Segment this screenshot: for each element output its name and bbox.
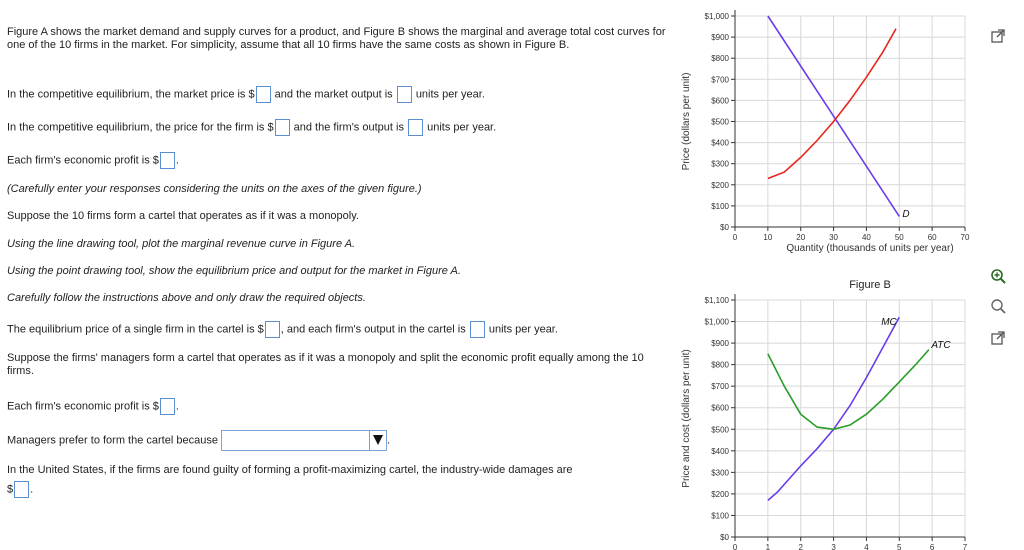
y-tick-label: $100 [711,201,729,211]
x-tick-label: 5 [897,543,902,550]
q7-period: . [30,483,34,496]
q6-text: Managers prefer to form the cartel because [7,434,218,447]
popout-icon[interactable] [990,28,1006,44]
y-tick-label: $200 [711,180,729,190]
point-tool-instruction: Using the point drawing tool, show the equilibrium price and output for the market in Figure A. [7,265,461,277]
question-4 [7,321,667,338]
y-tick-label: $0 [720,223,729,232]
y-tick-label: $1,000 [704,12,729,21]
q4-text-c: units per year. [488,323,558,336]
y-tick-label: $200 [711,489,729,499]
figure-b-chart[interactable] [675,265,980,550]
damages-input[interactable] [14,481,29,498]
q2-text-c: units per year. [427,121,497,134]
question-1 [7,86,667,103]
q1-text-a: In the competitive equilibrium, the market price is $ [7,88,255,101]
y-tick-label: $100 [711,511,729,521]
x-tick-label: 10 [763,233,773,242]
x-tick-label: 3 [831,543,836,550]
x-tick-label: 70 [960,233,970,242]
series-label-d: D [902,209,910,220]
q7-text: In the United States, if the firms are found guilty of forming a profit-maximizing cartel, the industry-wide damages are [7,464,573,476]
firm-price-input[interactable] [275,119,290,136]
question-7 [7,464,667,498]
y-tick-label: $700 [711,382,729,392]
popout-icon-b[interactable] [990,330,1006,346]
x-tick-label: 20 [796,233,806,242]
q3-text: Each firm's economic profit is $ [7,154,159,167]
q2-text-a: In the competitive equilibrium, the price for the firm is $ [7,121,274,134]
y-tick-label: $0 [720,533,729,542]
q4-text-a: The equilibrium price of a single firm in the cartel is $ [7,323,264,336]
q2-text-b: and the firm's output is [293,121,404,134]
y-tick-label: $500 [711,117,729,127]
y-tick-label: $1,000 [704,317,729,327]
y-tick-label: $1,100 [704,296,729,305]
zoom-in-icon[interactable] [990,268,1006,284]
cartel-reason-dropdown[interactable] [221,430,387,451]
x-tick-label: 7 [962,543,968,550]
units-note: (Carefully enter your responses considering the units on the axes of the given figure.) [7,183,422,195]
q4-text-b: , and each firm's output in the cartel is [280,323,466,336]
y-tick-label: $900 [711,33,729,43]
y-tick-label: $600 [711,403,729,413]
q5-period: . [175,400,179,413]
question-3 [7,152,667,169]
question-6 [7,430,667,451]
chart-title: Figure B [849,279,891,291]
x-tick-label: 4 [864,543,869,550]
y-tick-label: $400 [711,138,729,148]
x-tick-label: 0 [732,543,738,550]
x-tick-label: 30 [829,233,839,242]
y-tick-label: $700 [711,75,729,85]
x-tick-label: 6 [929,543,935,550]
y-tick-label: $300 [711,159,729,169]
x-tick-label: 50 [894,233,904,242]
y-tick-label: $800 [711,54,729,64]
firm-output-input[interactable] [408,119,423,136]
x-axis-label: Quantity (thousands of units per year) [786,243,954,254]
chevron-down-icon[interactable] [373,435,383,445]
market-output-input[interactable] [397,86,412,103]
zoom-out-icon[interactable] [990,298,1006,314]
economic-profit-input[interactable] [160,152,175,169]
series-line-atc [768,350,929,430]
x-tick-label: 0 [732,233,738,242]
y-tick-label: $900 [711,339,729,349]
line-tool-instruction: Using the line drawing tool, plot the marginal revenue curve in Figure A. [7,238,356,250]
question-5 [7,398,667,415]
q1-text-b: and the market output is [274,88,393,101]
figure-a-chart[interactable] [675,0,980,265]
cartel-profit-input[interactable] [160,398,175,415]
x-tick-label: 60 [927,233,937,242]
cartel-price-input[interactable] [265,321,280,338]
x-tick-label: 2 [798,543,803,550]
market-price-input[interactable] [256,86,271,103]
intro-text: Figure A shows the market demand and supply curves for a product, and Figure B shows the marginal and average total cost curves for one of the 10 firms in the market. For simplicity, assume that all 10 firms have the same costs as shown in Figure B. [7,26,666,51]
y-tick-label: $500 [711,425,729,435]
cartel-output-input[interactable] [470,321,485,338]
y-tick-label: $300 [711,468,729,478]
x-tick-label: 40 [861,233,871,242]
split-text: Suppose the firms' managers form a cartel that operates as if it was a monopoly and split the economic profit equally among the 10 firms. [7,352,644,377]
q1-text-c: units per year. [415,88,485,101]
question-2 [7,119,667,136]
series-line-supply [768,29,896,179]
y-tick-label: $800 [711,360,729,370]
y-tick-label: $600 [711,96,729,106]
q3-period: . [175,154,179,167]
cartel-text: Suppose the 10 firms form a cartel that operates as if it was a monopoly. [7,210,359,222]
y-axis-label: Price (dollars per unit) [681,72,692,171]
q6-period: . [387,434,391,447]
series-label-atc: ATC [931,340,951,351]
x-tick-label: 1 [765,543,771,550]
q7-dollar: $ [7,483,14,496]
y-tick-label: $400 [711,446,729,456]
follow-instruction: Carefully follow the instructions above and only draw the required objects. [7,292,366,304]
series-label-mc: MC [881,317,897,328]
dropdown-arrow-box[interactable] [369,431,386,450]
y-axis-label: Price and cost (dollars per unit) [681,349,692,488]
q5-text: Each firm's economic profit is $ [7,400,159,413]
